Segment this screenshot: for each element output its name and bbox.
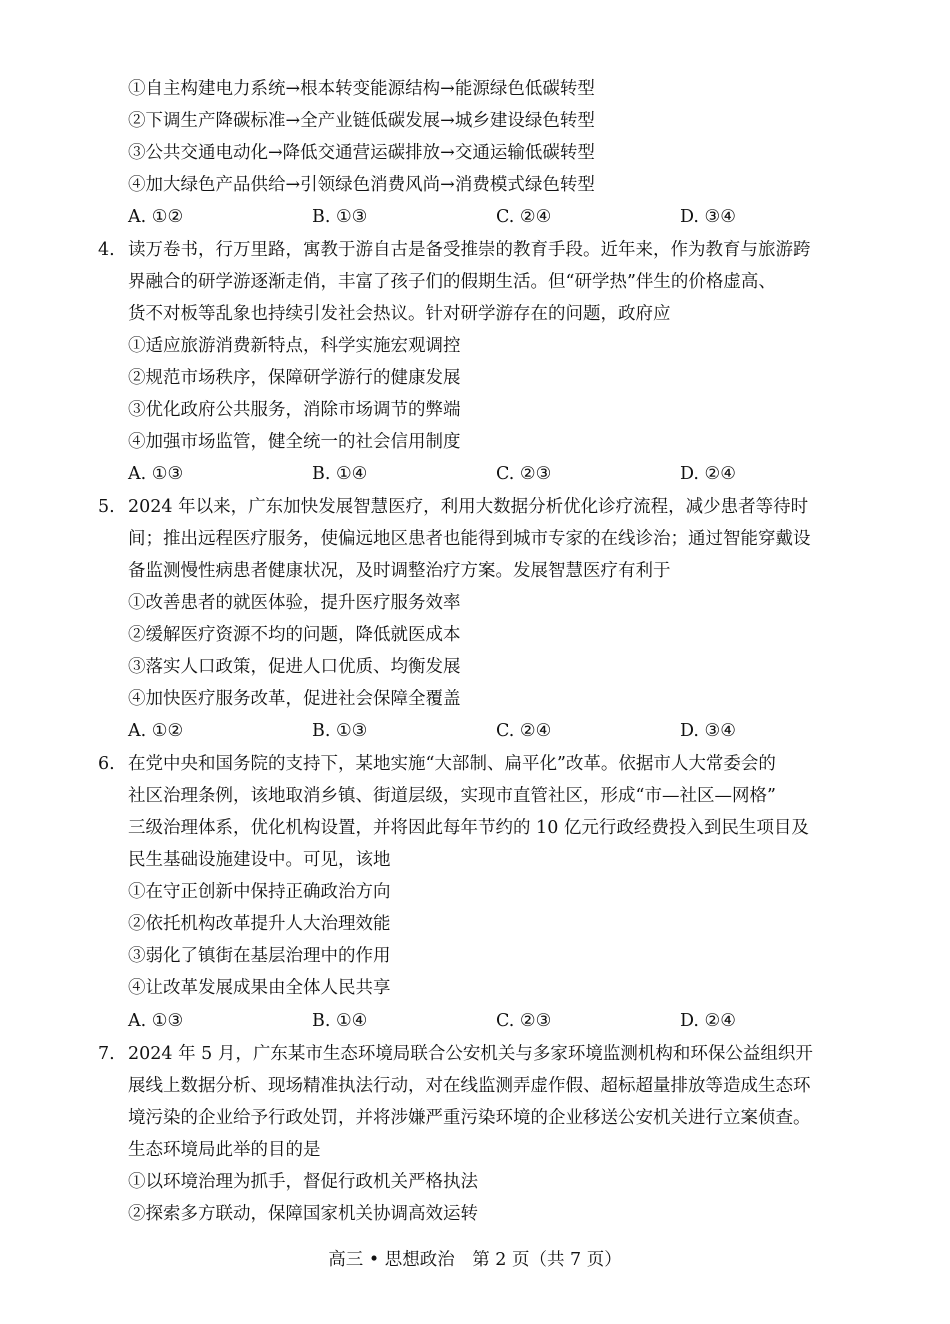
q5-stem-line-2: 间；推出远程医疗服务，使偏远地区患者也能得到城市专家的在线诊治；通过智能穿戴设 <box>128 529 811 549</box>
q4-option-2: ②规范市场秩序，保障研学游行的健康发展 <box>128 368 461 388</box>
q5-stem-line-1: 2024 年以来，广东加快发展智慧医疗，利用大数据分析优化诊疗流程，减少患者等待时 <box>128 497 809 517</box>
choice-b: B. ①④ <box>312 1011 368 1031</box>
q3-choices <box>128 205 768 229</box>
q5-option-3: ③落实人口政策，促进人口优质、均衡发展 <box>128 657 461 677</box>
q6-stem-line-3: 三级治理体系，优化机构设置，并将因此每年节约的 10 亿元行政经费投入到民生项目及 <box>128 818 809 838</box>
q6-option-2: ②依托机构改革提升人大治理效能 <box>128 914 391 934</box>
q5-number: 5. <box>98 497 115 517</box>
choice-d: D. ③④ <box>680 721 736 741</box>
q4-option-1: ①适应旅游消费新特点，科学实施宏观调控 <box>128 336 461 356</box>
q5-option-2: ②缓解医疗资源不均的问题，降低就医成本 <box>128 625 461 645</box>
q6-stem-line-2: 社区治理条例，该地取消乡镇、街道层级，实现市直管社区，形成“市—社区—网格” <box>128 786 776 806</box>
q6-choices <box>128 1009 768 1033</box>
q5-choices <box>128 719 768 743</box>
q5-option-1: ①改善患者的就医体验，提升医疗服务效率 <box>128 593 461 613</box>
q3-option-4: ④加大绿色产品供给→引领绿色消费风尚→消费模式绿色转型 <box>128 175 595 195</box>
choice-d: D. ②④ <box>680 1011 736 1031</box>
q4-stem-line-1: 读万卷书，行万里路，寓教于游自古是备受推崇的教育手段。近年来，作为教育与旅游跨 <box>128 240 811 260</box>
q4-option-3: ③优化政府公共服务，消除市场调节的弊端 <box>128 400 461 420</box>
q6-option-4: ④让改革发展成果由全体人民共享 <box>128 978 391 998</box>
choice-b: B. ①③ <box>312 207 368 227</box>
q6-number: 6. <box>98 754 115 774</box>
q7-option-1: ①以环境治理为抓手，督促行政机关严格执法 <box>128 1172 478 1192</box>
q6-option-1: ①在守正创新中保持正确政治方向 <box>128 882 391 902</box>
choice-b: B. ①③ <box>312 721 368 741</box>
q6-stem-line-1: 在党中央和国务院的支持下，某地实施“大部制、扁平化”改革。依据市人大常委会的 <box>128 754 776 774</box>
q4-option-4: ④加强市场监管，健全统一的社会信用制度 <box>128 432 461 452</box>
q4-choices <box>128 462 768 486</box>
choice-c: C. ②④ <box>496 721 552 741</box>
q3-option-1: ①自主构建电力系统→根本转变能源结构→能源绿色低碳转型 <box>128 79 595 99</box>
choice-d: D. ②④ <box>680 464 736 484</box>
choice-c: C. ②④ <box>496 207 552 227</box>
choice-d: D. ③④ <box>680 207 736 227</box>
choice-a: A. ①③ <box>128 464 184 484</box>
q4-number: 4. <box>98 240 115 260</box>
q7-stem-line-3: 境污染的企业给予行政处罚，并将涉嫌严重污染环境的企业移送公安机关进行立案侦查。 <box>128 1108 811 1128</box>
q6-stem-line-4: 民生基础设施建设中。可见，该地 <box>128 850 391 870</box>
choice-a: A. ①③ <box>128 1011 184 1031</box>
page-footer: 高三 • 思想政治 第 2 页（共 7 页） <box>328 1250 622 1270</box>
q4-stem-line-2: 界融合的研学游逐渐走俏，丰富了孩子们的假期生活。但“研学热”伴生的价格虚高、 <box>128 272 776 292</box>
choice-c: C. ②③ <box>496 1011 552 1031</box>
q3-option-2: ②下调生产降碳标准→全产业链低碳发展→城乡建设绿色转型 <box>128 111 595 131</box>
q6-option-3: ③弱化了镇街在基层治理中的作用 <box>128 946 391 966</box>
q7-number: 7. <box>98 1044 115 1064</box>
choice-c: C. ②③ <box>496 464 552 484</box>
q5-stem-line-3: 备监测慢性病患者健康状况，及时调整治疗方案。发展智慧医疗有利于 <box>128 561 671 581</box>
q4-stem-line-3: 货不对板等乱象也持续引发社会热议。针对研学游存在的问题，政府应 <box>128 304 671 324</box>
choice-a: A. ①② <box>128 721 184 741</box>
q5-option-4: ④加快医疗服务改革，促进社会保障全覆盖 <box>128 689 461 709</box>
choice-a: A. ①② <box>128 207 184 227</box>
q7-stem-line-4: 生态环境局此举的目的是 <box>128 1140 321 1160</box>
q3-option-3: ③公共交通电动化→降低交通营运碳排放→交通运输低碳转型 <box>128 143 595 163</box>
q7-option-2: ②探索多方联动，保障国家机关协调高效运转 <box>128 1204 478 1224</box>
q7-stem-line-1: 2024 年 5 月，广东某市生态环境局联合公安机关与多家环境监测机构和环保公益组织开 <box>128 1044 813 1064</box>
choice-b: B. ①④ <box>312 464 368 484</box>
q7-stem-line-2: 展线上数据分析、现场精准执法行动，对在线监测弄虚作假、超标超量排放等造成生态环 <box>128 1076 811 1096</box>
